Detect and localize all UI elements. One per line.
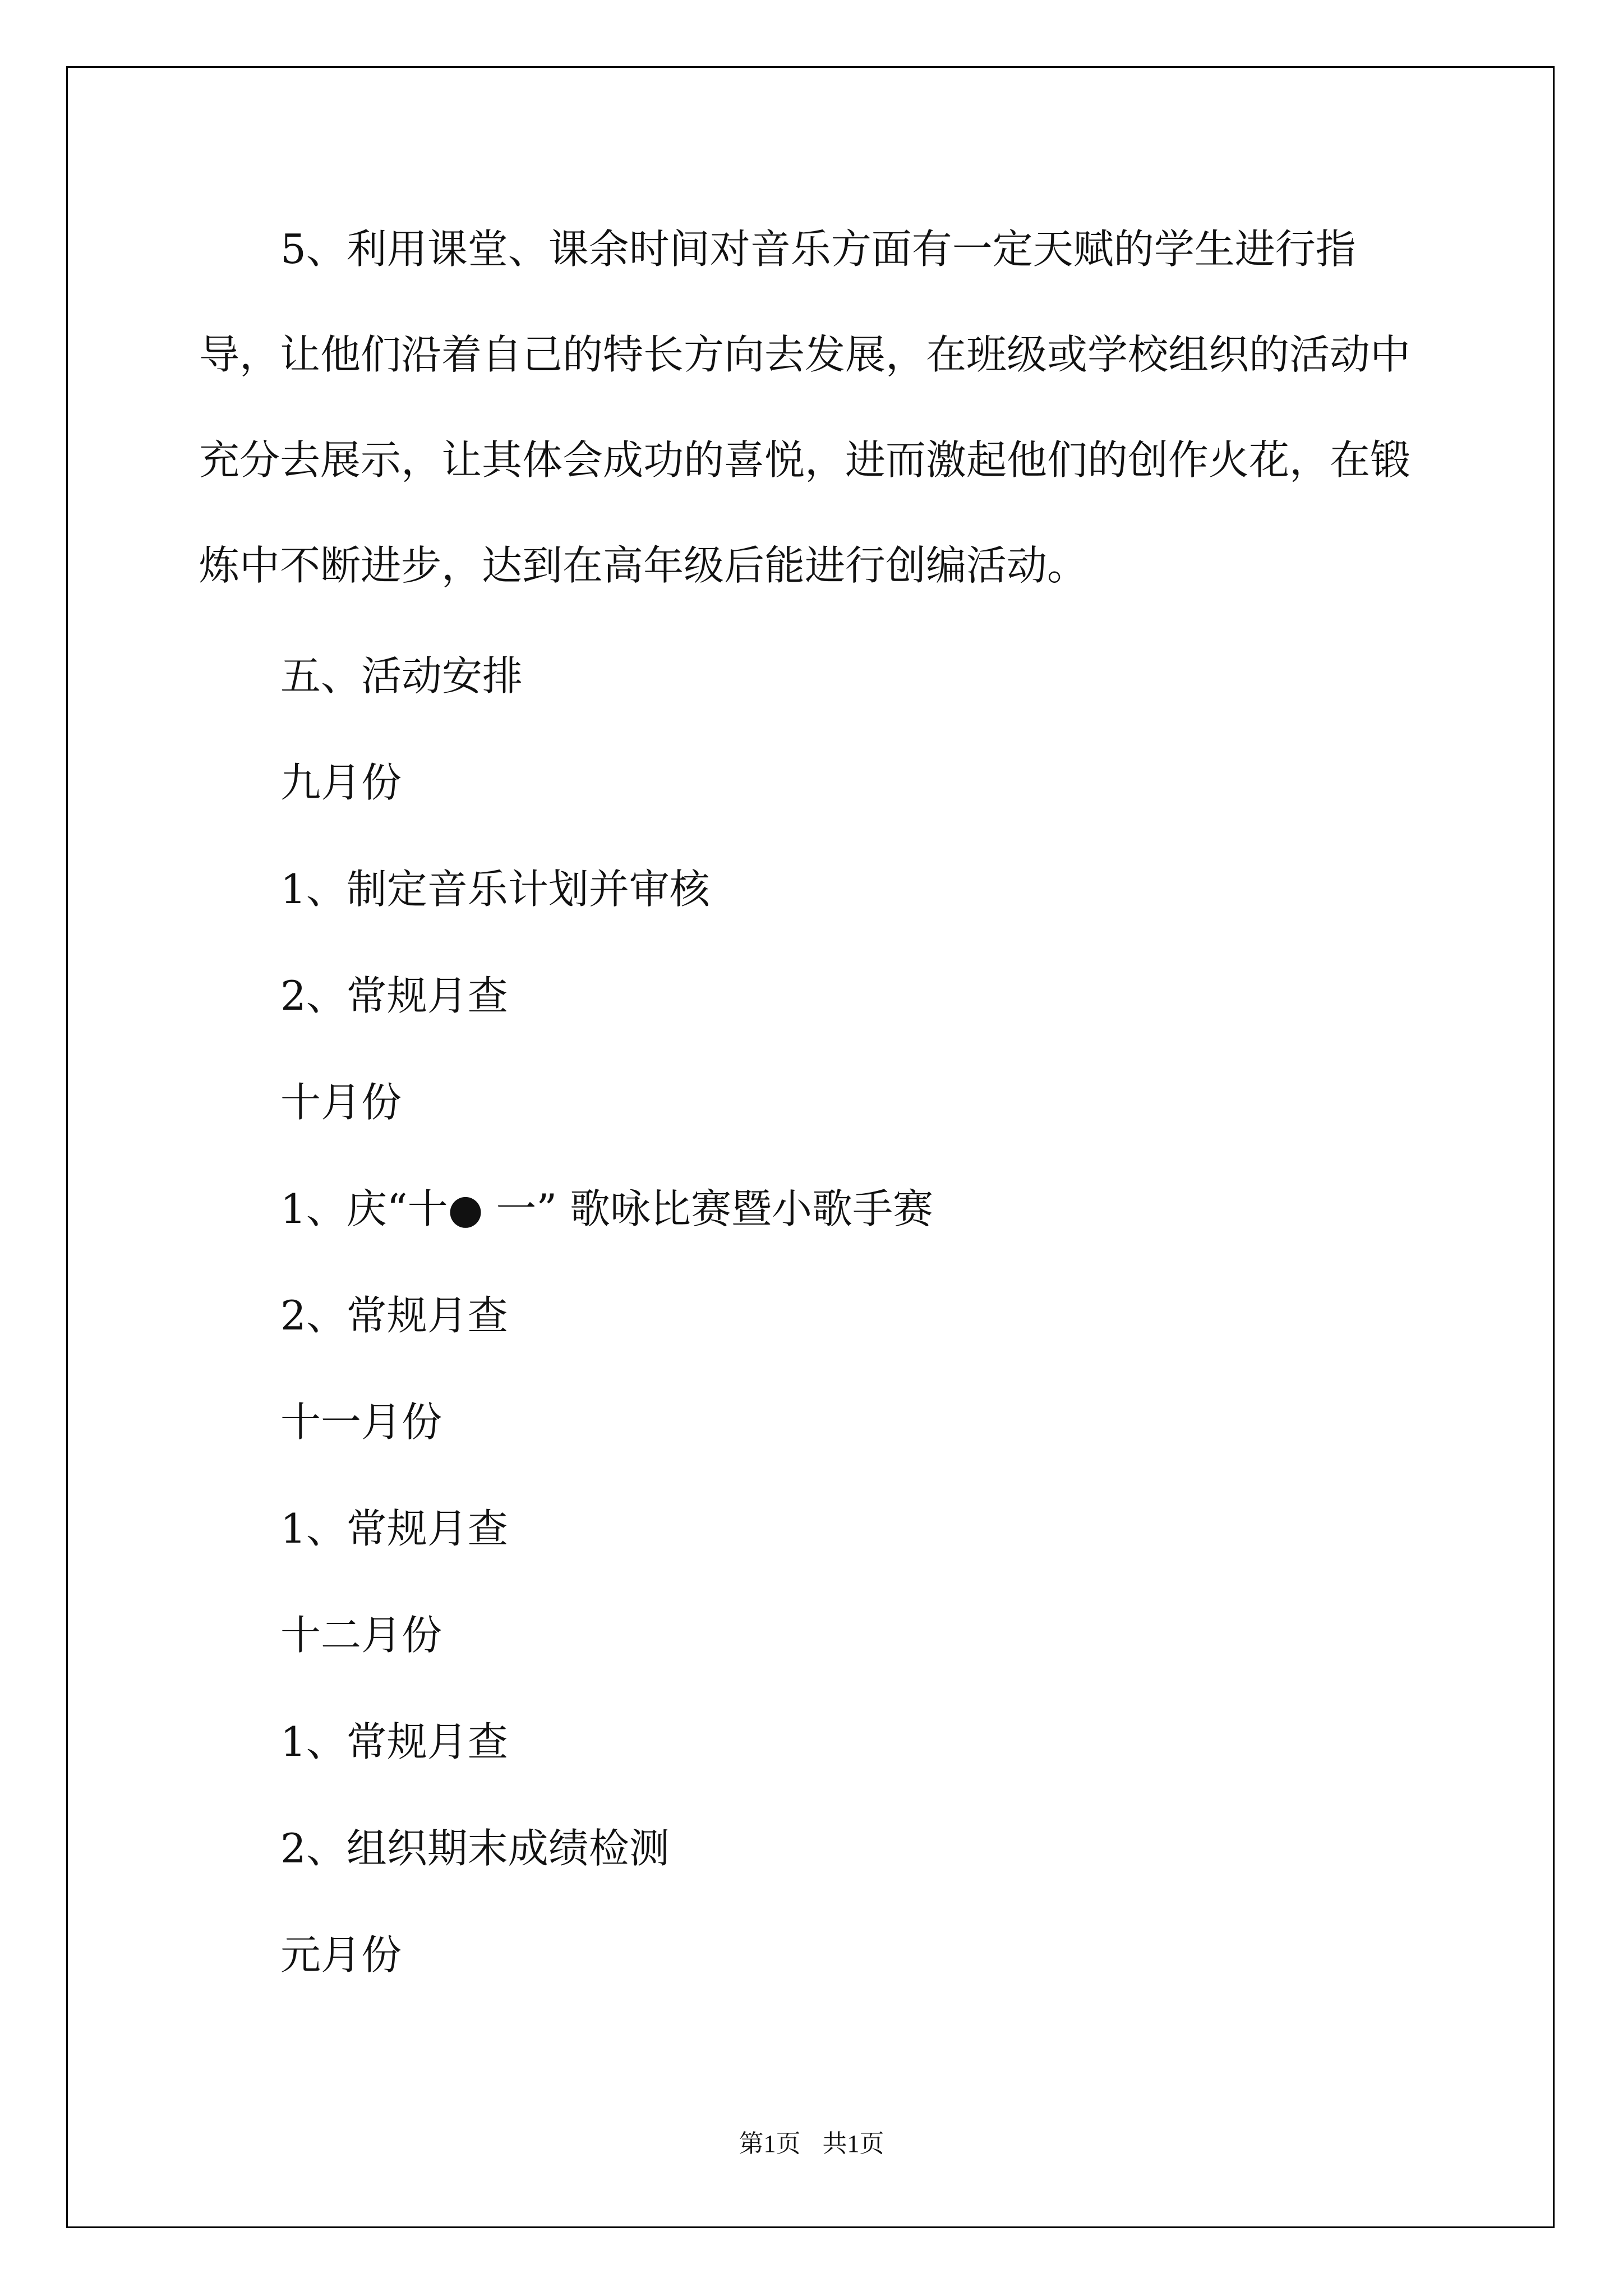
section-heading-activity-schedule: 五、活动安排 — [280, 652, 523, 700]
month-heading-october: 十月份 — [280, 1079, 402, 1126]
list-item: 2、常规月查 — [280, 1292, 508, 1339]
list-item: 2、组织期末成绩检测 — [280, 1825, 670, 1872]
month-heading-november: 十一月份 — [280, 1398, 442, 1446]
list-item: 2、常规月查 — [280, 972, 508, 1019]
month-heading-january: 元月份 — [280, 1931, 402, 1978]
month-heading-december: 十二月份 — [280, 1612, 442, 1659]
page-footer — [0, 2123, 1623, 2159]
month-heading-september: 九月份 — [280, 759, 402, 806]
paragraph-item-5: 5、利用课堂、课余时间对音乐方面有一定天赋的学生进行指导，让他们沿着自己的特长方向去发展，在班级或学校组织的活动中充分去展示，让其体会成功的喜悦，进而激起他们的创作火花，在锻炼中不断进步，达到在高年级后能进行创编活动。 — [199, 226, 1411, 589]
list-item: 1、制定音乐计划并审核 — [280, 866, 710, 913]
list-item: 1、常规月查 — [280, 1718, 508, 1765]
list-item: 1、常规月查 — [280, 1505, 508, 1552]
list-item: 1、庆“十● 一” 歌咏比赛暨小歌手赛 — [280, 1185, 934, 1232]
page-total: 共1页 — [822, 2130, 884, 2157]
page-number: 第1页 — [739, 2130, 801, 2157]
